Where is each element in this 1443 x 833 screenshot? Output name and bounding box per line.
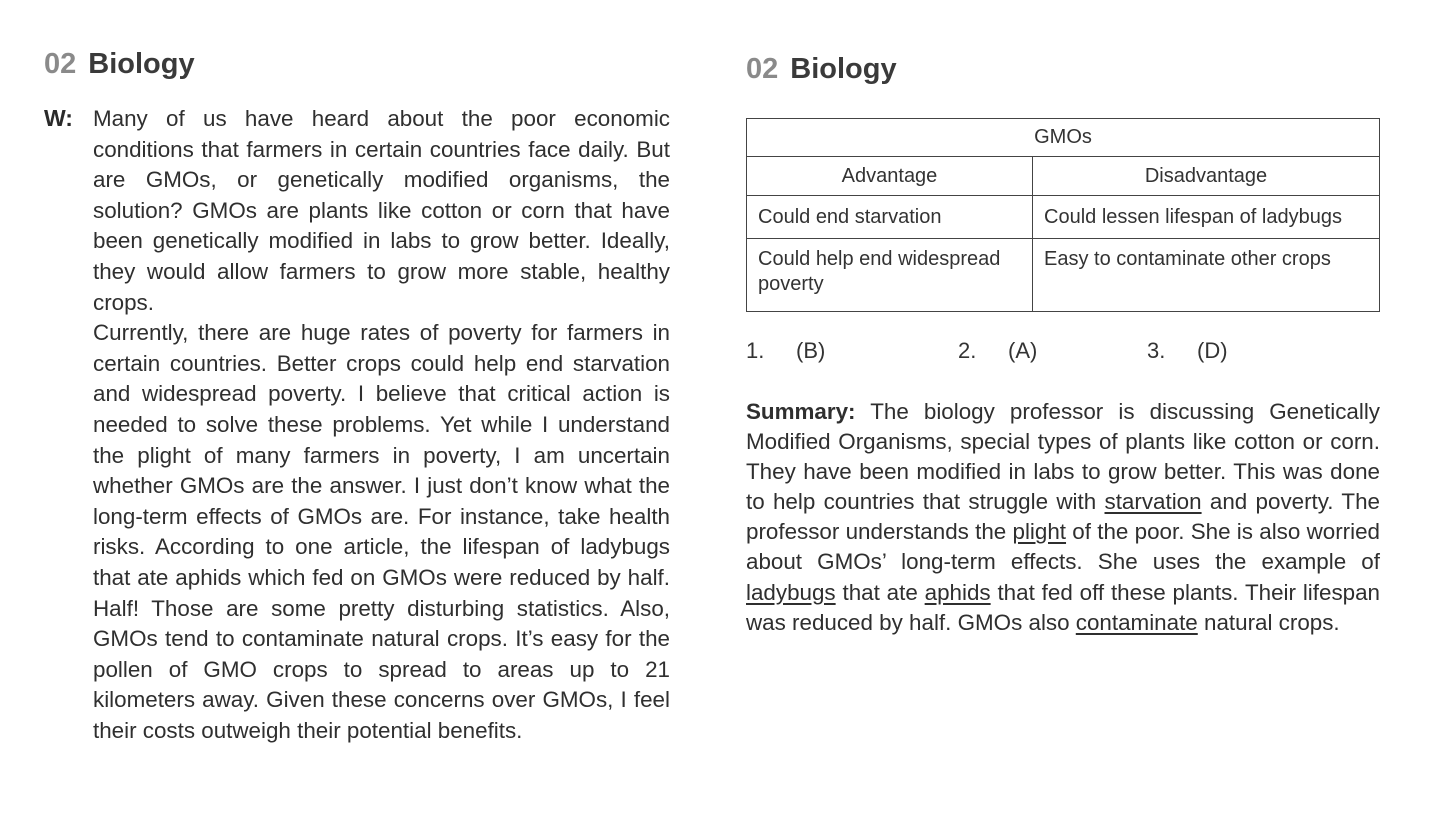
summary-label: Summary: xyxy=(746,399,856,424)
section-number: 02 xyxy=(44,48,77,80)
table-cell: Easy to contaminate other crops xyxy=(1033,239,1380,312)
column-header-disadvantage: Disadvantage xyxy=(1033,157,1380,196)
table-title-row xyxy=(747,119,1380,157)
left-page xyxy=(0,0,715,833)
gmo-comparison-table xyxy=(746,118,1380,312)
answer-number: 2. xyxy=(958,338,977,363)
answer-item xyxy=(958,338,1037,364)
section-title: Biology xyxy=(88,48,195,80)
transcript-paragraph-1: Many of us have heard about the poor economic conditions that farmers in certain countries face daily. But are GMOs, or genetically modified organisms, the solution? GMOs are plants like cotton or corn that have been genetically modified in labs to grow better. Ideally, they would allow farmers to grow more stable, healthy crops. xyxy=(93,106,670,315)
answer-item xyxy=(746,338,825,364)
summary-text: natural crops. xyxy=(1197,609,1340,635)
table-header-row xyxy=(747,157,1380,196)
column-header-advantage: Advantage xyxy=(747,157,1033,196)
lecture-transcript xyxy=(93,104,670,746)
summary-text: of the poor. She is also worried about GMOs’ long-term effects. She uses the example of xyxy=(746,519,1380,575)
vocab-word: contaminate xyxy=(1075,609,1198,635)
answer-number: 3. xyxy=(1147,338,1166,363)
table-row xyxy=(747,239,1380,312)
table-cell: Could lessen lifespan of ladybugs xyxy=(1033,196,1380,239)
section-title: Biology xyxy=(790,53,897,85)
table-row xyxy=(747,196,1380,239)
summary-text: that fed off these plants. Their lifespan was reduced by half. GMOs also xyxy=(746,579,1380,635)
speaker-label: W: xyxy=(44,105,73,131)
section-heading xyxy=(44,48,195,81)
vocab-word: aphids xyxy=(924,579,991,605)
table-title: GMOs xyxy=(747,119,1380,157)
answer-choice: (B) xyxy=(796,338,826,363)
summary-paragraph xyxy=(746,397,1380,638)
summary-text: and poverty. The professor understands the xyxy=(746,489,1380,545)
right-page xyxy=(715,0,1443,833)
answer-choice: (D) xyxy=(1197,338,1228,363)
answer-number: 1. xyxy=(746,338,765,363)
summary-text: The biology professor is discussing Genetically Modified Organisms, special types of plants like cotton or corn. They have been modified in labs to grow better. This was done to help countries that struggle with xyxy=(746,399,1380,515)
summary-text: that ate xyxy=(835,579,925,605)
vocab-word: ladybugs xyxy=(746,579,836,605)
table-cell: Could end starvation xyxy=(747,196,1033,239)
transcript-paragraph-2: Currently, there are huge rates of poverty for farmers in certain countries. Better crops could help end starvation and widespread poverty. I believe that critical action is needed to solve these problems. Yet while I understand the plight of many farmers in poverty, I am uncertain whether GMOs are the answer. I just don’t know what the long-term effects of GMOs are. For instance, take health risks. According to one article, the lifespan of ladybugs that ate aphids which fed on GMOs were reduced by half. Half! Those are some pretty disturbing statistics. Also, GMOs tend to contaminate natural crops. It’s easy for the pollen of GMO crops to spread to areas up to 21 kilometers away. Given these concerns over GMOs, I feel their costs outweigh their potential benefits. xyxy=(93,320,670,743)
vocab-word: plight xyxy=(1012,519,1067,545)
section-number: 02 xyxy=(746,53,779,85)
section-heading xyxy=(746,53,897,86)
answer-item xyxy=(1147,338,1228,364)
vocab-word: starvation xyxy=(1104,489,1202,515)
answer-choice: (A) xyxy=(1008,338,1038,363)
table-cell: Could help end widespread poverty xyxy=(747,239,1033,312)
